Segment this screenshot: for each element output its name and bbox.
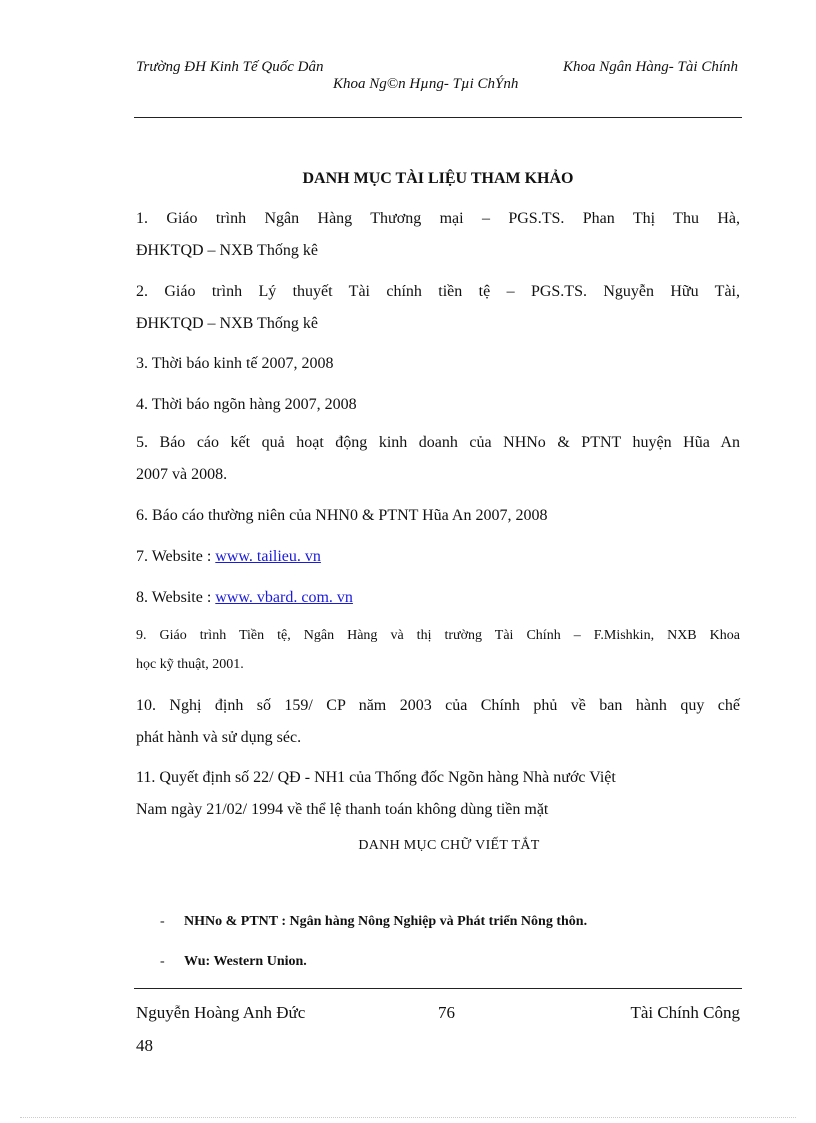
footer-class: Tài Chính Công: [630, 1003, 740, 1022]
reference-line: 2. Giáo trình Lý thuyết Tài chính tiền tệ – PGS.TS. Nguyễn Hữu Tài,: [136, 283, 740, 300]
reference-line: phát hành và sử dụng séc.: [136, 729, 302, 746]
abbreviation-text: NHNo & PTNT : Ngân hàng Nông Nghiệp và Phát triển Nông thôn.: [184, 914, 588, 929]
reference-item: [136, 541, 740, 573]
reference-prefix: 8. Website :: [136, 589, 216, 606]
reference-line: 6. Báo cáo thường niên của NHN0 & PTNT Hũa An 2007, 2008: [136, 507, 548, 524]
footer-class-number: 48: [136, 1036, 153, 1055]
reference-item: [136, 203, 740, 267]
reference-item: [136, 621, 740, 679]
abbreviations-title: DANH MỤC CHỮ VIẾT TẮT: [358, 838, 540, 853]
reference-item: [136, 690, 740, 754]
reference-item: [136, 348, 740, 380]
reference-line: 9. Giáo trình Tiền tệ, Ngân Hàng và thị trường Tài Chính – F.Mishkin, NXB Khoa: [136, 628, 740, 643]
abbreviation-item: [160, 954, 307, 970]
abbreviation-text: Wu: Western Union.: [184, 954, 307, 969]
reference-line: 3. Thời báo kinh tế 2007, 2008: [136, 355, 334, 372]
reference-line: 1. Giáo trình Ngân Hàng Thương mại – PGS.TS. Phan Thị Thu Hà,: [136, 210, 740, 227]
reference-item: [136, 427, 740, 491]
footer-author: Nguyễn Hoàng Anh Đức: [136, 1003, 306, 1022]
website-link-vbard[interactable]: www. vbard. com. vn: [215, 589, 353, 606]
reference-line: 5. Báo cáo kết quả hoạt động kinh doanh của NHNo & PTNT huyện Hũa An: [136, 434, 740, 451]
website-link-tailieu[interactable]: www. tailieu. vn: [215, 548, 321, 565]
page-bottom-divider: [20, 1117, 796, 1118]
header-rule: [134, 117, 742, 118]
header-faculty-encoded: Khoa Ng©n Hµng- Tµi ChÝnh: [333, 76, 519, 92]
reference-item: [136, 389, 740, 421]
footer-page-number: 76: [438, 1003, 455, 1022]
reference-line: ĐHKTQD – NXB Thống kê: [136, 242, 318, 259]
list-dash: -: [160, 954, 165, 969]
reference-prefix: 7. Website :: [136, 548, 216, 565]
reference-line: ĐHKTQD – NXB Thống kê: [136, 315, 318, 332]
abbreviation-item: [160, 914, 587, 930]
header-school: Trường ĐH Kinh Tế Quốc Dân: [136, 59, 324, 75]
footer-rule: [134, 988, 742, 989]
reference-item: [136, 500, 740, 532]
reference-line: 10. Nghị định số 159/ CP năm 2003 của Chính phủ về ban hành quy chế: [136, 697, 740, 714]
reference-item: [136, 582, 740, 614]
reference-line: 2007 và 2008.: [136, 466, 228, 483]
reference-item: [136, 762, 740, 826]
reference-line: 4. Thời báo ngõn hàng 2007, 2008: [136, 396, 357, 413]
list-dash: -: [160, 914, 165, 929]
reference-line: học kỹ thuật, 2001.: [136, 657, 244, 672]
header-faculty: Khoa Ngân Hàng- Tài Chính: [562, 59, 738, 75]
reference-line: Nam ngày 21/02/ 1994 về thể lệ thanh toán không dùng tiền mặt: [136, 801, 549, 818]
reference-item: [136, 276, 740, 340]
references-title: DANH MỤC TÀI LIỆU THAM KHẢO: [302, 170, 574, 187]
reference-line: 11. Quyết định số 22/ QĐ - NH1 của Thống đốc Ngõn hàng Nhà nước Việt: [136, 769, 616, 786]
